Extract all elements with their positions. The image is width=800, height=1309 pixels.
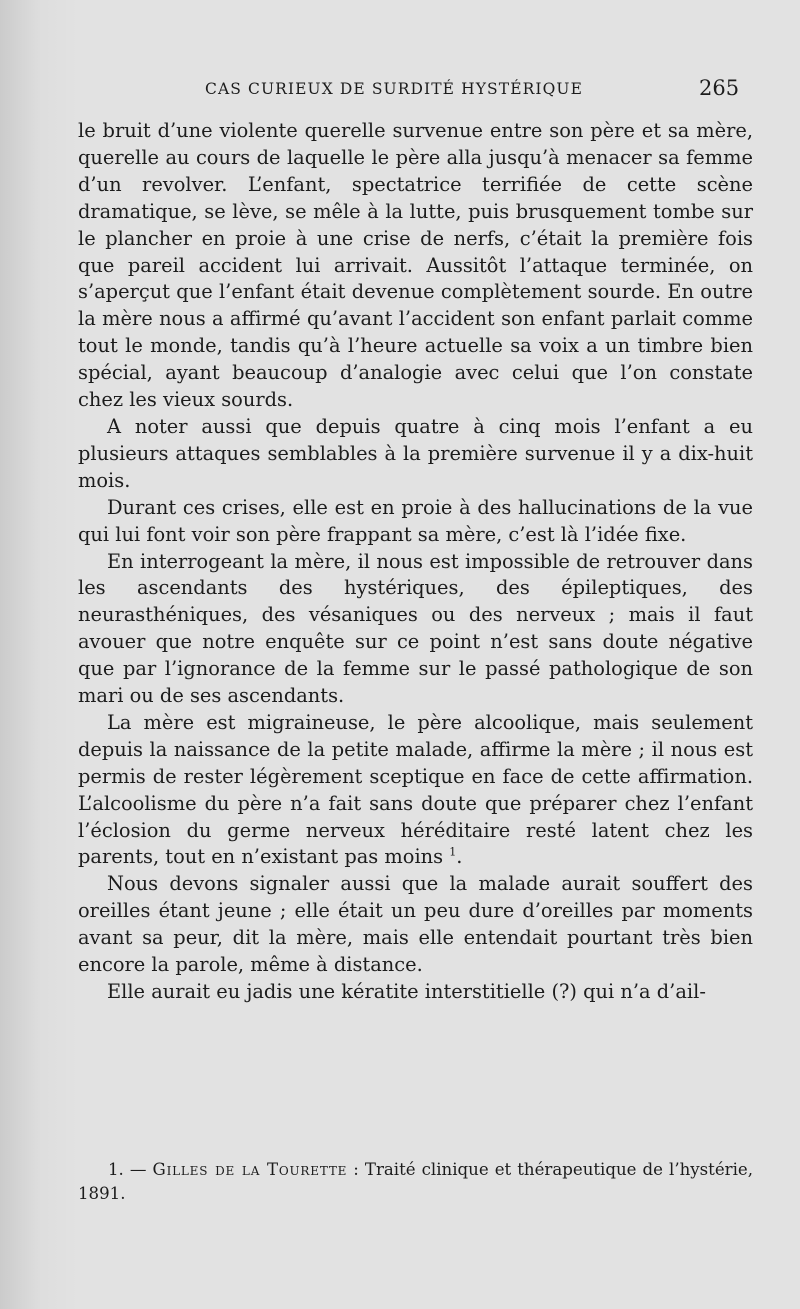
paragraph-7: Elle aurait eu jadis une kératite interstitielle (?) qui n’a d’ail- [107, 980, 706, 1003]
paragraph-2: A noter aussi que depuis quatre à cinq mois l’enfant a eu plusieurs attaques semblables à la première survenue il y a dix-huit mois. [78, 414, 753, 492]
body-text [78, 118, 753, 1006]
running-head [0, 76, 800, 104]
paragraph-5-text: La mère est migraineuse, le père alcoolique, mais seulement depuis la naissance de la petite malade, affirme la mère ; il nous est permis de rester légèrement sceptique en face de cette affirmation. L’alcoolisme du père n’a fait sans doute que préparer chez l’enfant l’éclosion du germe nerveux héréditaire resté latent chez les parents, tout en n’existant pas moins [78, 710, 753, 869]
footnote-text: : Traité clinique et thérapeutique de l’hystérie, 1891. [78, 1160, 754, 1203]
footnote-reference[interactable]: 1 [449, 846, 457, 859]
page-number: 265 [699, 76, 740, 100]
paragraph-5-end: . [456, 845, 463, 869]
paragraph-4: En interrogeant la mère, il nous est impossible de retrouver dans les ascendants des hystériques, des épileptiques, des neurasthéniques, des vésaniques ou des nerveux ; mais il faut avouer que notre enquête sur ce point n’est sans doute négative que par l’ignorance de la femme sur le passé pathologique de son mari ou de ses ascendants. [78, 549, 753, 708]
paragraph-6: Nous devons signaler aussi que la malade aurait souffert des oreilles étant jeune ; elle était un peu dure d’oreilles par moments avant sa peur, dit la mère, mais elle entendait pourtant très bien encore la parole, même à distance. [78, 872, 753, 977]
footnote [78, 1158, 753, 1206]
footnote-number: 1. — [108, 1160, 147, 1179]
footnote-author: Gilles de la Tourette [152, 1160, 348, 1179]
running-title: CAS CURIEUX DE SURDITÉ HYSTÉRIQUE [205, 80, 584, 98]
paragraph-3: Durant ces crises, elle est en proie à des hallucinations de la vue qui lui font voir son père frappant sa mère, c’est là l’idée fixe. [78, 495, 753, 546]
paragraph-1: le bruit d’une violente querelle survenue entre son père et sa mère, querelle au cours de laquelle le père alla jusqu’à menacer sa femme d’un revolver. L’enfant, spectatrice terrifiée de cette scène dramatique, se lève, se mêle à la lutte, puis brusquement tombe sur le plancher en proie à une crise de nerfs, c’était la première fois que pareil accident lui arrivait. Aussitôt l’attaque terminée, on s’aperçut que l’enfant était devenue complètement sourde. En outre la mère nous a affirmé qu’avant l’accident son enfant parlait comme tout le monde, tandis qu’à l’heure actuelle sa voix a un timbre bien spécial, ayant beaucoup d’analogie avec celui que l’on constate chez les vieux sourds. [78, 119, 753, 412]
paragraph-5 [78, 710, 753, 871]
